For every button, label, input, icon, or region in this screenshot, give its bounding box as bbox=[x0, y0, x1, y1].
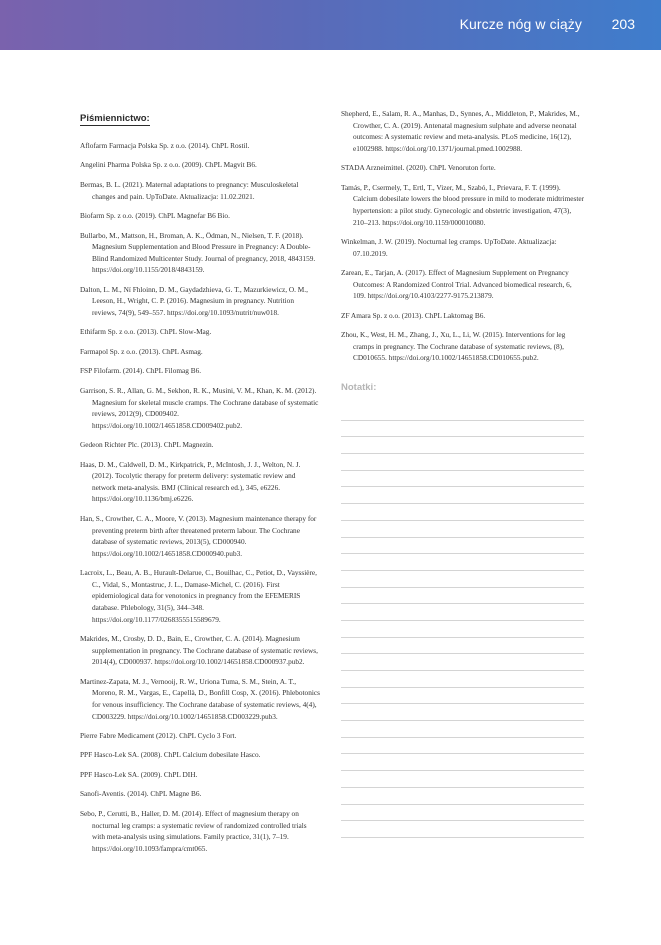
reference-entry: PPF Hasco-Lek SA. (2008). ChPL Calcium dobesilate Hasco. bbox=[80, 750, 261, 760]
note-ruled-line bbox=[341, 821, 584, 838]
notes-heading: Notatki: bbox=[341, 382, 377, 394]
reference-entry: Angelini Pharma Polska Sp. z o.o. (2009). ChPL Magvit B6. bbox=[80, 160, 257, 170]
note-ruled-line bbox=[341, 805, 584, 822]
reference-entry: Dalton, L. M., Ní Fhloinn, D. M., Gaydadzhieva, G. T., Mazurkiewicz, O. M., Leeson, H., Wright, C. P. (2016). Magnesium in pregnancy. Nutrition reviews, 74(9), 549–557. https://doi.org/10.1093/nutrit/nuw018. bbox=[80, 284, 308, 317]
note-ruled-line bbox=[341, 621, 584, 638]
note-ruled-line bbox=[341, 788, 584, 805]
reference-entry: Martinez-Zapata, M. J., Vernooij, R. W., Uriona Tuma, S. M., Stein, A. T., Moreno, R. M., Vargas, E., Capellà, D., Bonfill Cosp, X. (2016). Phlebotonics for venous insufficiency. The Cochrane database of systematic reviews, 4(4), CD003229. https://doi.org/10.1002/14651858.CD003229.pub3. bbox=[80, 676, 320, 721]
reference-entry: Sebo, P., Cerutti, B., Haller, D. M. (2014). Effect of magnesium therapy on nocturnal leg cramps: a systematic review of randomized controlled trials with meta-analysis using simulations. Family practice, 31(1), 7–19. https://doi.org/10.1093/fampra/cmt065. bbox=[80, 808, 307, 853]
note-ruled-line bbox=[341, 421, 584, 438]
note-ruled-line bbox=[341, 554, 584, 571]
reference-entry: Shepherd, E., Salam, R. A., Manhas, D., Synnes, A., Middleton, P., Makrides, M., Crowther, C. A. (2019). Antenatal magnesium sulphate and adverse neonatal outcomes: A systematic review and meta-analysis. PLoS medicine, 16(12), e1002988. https://doi.org/10.1371/journal.pmed.1002988. bbox=[341, 109, 580, 153]
reference-entry: Aflofarm Farmacja Polska Sp. z o.o. (2014). ChPL Rostil. bbox=[80, 141, 250, 150]
reference-entry: Haas, D. M., Caldwell, D. M., Kirkpatrick, P., McIntosh, J. J., Welton, N. J. (2012). Tocolytic therapy for preterm delivery: systematic review and network meta-analysis. BMJ (Clinical research ed.), 345, e6226. https://doi.org/10.1136/bmj.e6226. bbox=[80, 459, 301, 504]
note-ruled-line bbox=[341, 654, 584, 671]
note-ruled-line bbox=[341, 571, 584, 588]
note-ruled-line bbox=[341, 471, 584, 488]
note-ruled-line bbox=[341, 521, 584, 538]
note-ruled-line bbox=[341, 671, 584, 688]
reference-entry: Bermas, B. L. (2021). Maternal adaptations to pregnancy: Musculoskeletal changes and pain. UpToDate. Aktualizacja: 11.02.2021. bbox=[80, 179, 299, 201]
note-ruled-line bbox=[341, 704, 584, 721]
references-list-right bbox=[341, 108, 584, 364]
note-ruled-line bbox=[341, 487, 584, 504]
reference-entry: Ethifarm Sp. z o.o. (2013). ChPL Slow-Mag. bbox=[80, 327, 212, 337]
reference-entry: Tamás, P., Csermely, T., Ertl, T., Vizer, M., Szabó, I., Prievara, F. T. (1999). Calcium dobesilate lowers the blood pressure in mild to moderate midtrimester hypertension: a pilot study. Gynecologic and obstetric investigation, 47(3), 210–213. https://doi.org/10.1159/000010080. bbox=[341, 182, 585, 227]
reference-entry: Sanofi-Aventis. (2014). ChPL Magne B6. bbox=[80, 789, 202, 799]
note-ruled-line bbox=[341, 454, 584, 471]
note-ruled-line bbox=[341, 638, 584, 655]
note-ruled-line bbox=[341, 771, 584, 788]
note-ruled-line bbox=[341, 588, 584, 605]
reference-entry: Lacroix, L., Beau, A. B., Hurault-Delarue, C., Bouilhac, C., Petiot, D., Vayssière, C., Vidal, S., Montastruc, J. L., Damase-Michel, C. (2016). First epidemiological data for venotonics in pregnancy from the EFEMERIS database. Phlebology, 31(5), 344–348. https://doi.org/10.1177/0268355515589679. bbox=[80, 568, 317, 624]
reference-entry: ZF Amara Sp. z o.o. (2013). ChPL Laktomag B6. bbox=[341, 310, 486, 320]
note-ruled-line bbox=[341, 538, 584, 555]
note-ruled-line bbox=[341, 721, 584, 738]
page-number: 203 bbox=[611, 16, 635, 32]
reference-entry: Han, S., Crowther, C. A., Moore, V. (2013). Magnesium maintenance therapy for preventing preterm birth after threatened preterm labour. The Cochrane database of systematic reviews, 2013(5), CD000940. https://doi.org/10.1002/14651858.CD000940.pub3. bbox=[80, 513, 317, 558]
reference-entry: Zhou, K., West, H. M., Zhang, J., Xu, L., Li, W. (2015). Interventions for leg cramps in pregnancy. The Cochrane database of systematic reviews, (8), CD010655. https://doi.org/10.1002/14651858.CD010655.pub2. bbox=[341, 330, 566, 363]
references-list-left bbox=[80, 140, 320, 854]
note-ruled-line bbox=[341, 688, 584, 705]
note-ruled-line bbox=[341, 504, 584, 521]
note-ruled-line bbox=[341, 604, 584, 621]
notes-lines bbox=[341, 404, 584, 838]
note-ruled-line bbox=[341, 754, 584, 771]
references-heading: Piśmiennictwo: bbox=[80, 113, 150, 124]
page-header bbox=[0, 0, 661, 50]
reference-entry: Winkelman, J. W. (2019). Nocturnal leg cramps. UpToDate. Aktualizacja: 07.10.2019. bbox=[341, 237, 557, 258]
reference-entry: Biofarm Sp. z o.o. (2019). ChPL Magnefar B6 Bio. bbox=[80, 211, 230, 221]
reference-entry: Makrides, M., Crosby, D. D., Bain, E., Crowther, C. A. (2014). Magnesium supplementation in pregnancy. The Cochrane database of systematic reviews, 2014(4), CD000937. https://doi.org/10.1002/14651858.CD000937.pub2. bbox=[80, 634, 318, 667]
reference-entry: Bullarbo, M., Mattson, H., Broman, A. K., Ödman, N., Nielsen, T. F. (2018). Magnesium Supplementation and Blood Pressure in Pregnancy: A Double-Blind Randomized Multicenter Study. Journal of pregnancy, 2018, 4843159. https://doi.org/10.1155/2018/4843159. bbox=[80, 230, 316, 275]
reference-entry: PPF Hasco-Lek SA. (2009). ChPL DIH. bbox=[80, 769, 198, 779]
reference-entry: Pierre Fabre Medicament (2012). ChPL Cyclo 3 Fort. bbox=[80, 731, 237, 740]
reference-entry: Garrison, S. R., Allan, G. M., Sekhon, R. K., Musini, V. M., Khan, K. M. (2012). Magnesium for skeletal muscle cramps. The Cochrane database of systematic reviews, 2012(9), CD009402. https://doi.org/10.1002/14651858.CD009402.pub2. bbox=[80, 385, 319, 430]
reference-entry: Farmapol Sp. z o.o. (2013). ChPL Asmag. bbox=[80, 346, 203, 356]
reference-entry: Zarean, E., Tarjan, A. (2017). Effect of Magnesium Supplement on Pregnancy Outcomes: A Randomized Control Trial. Advanced biomedical research, 6, 109. https://doi.org/10.4103/2277-9175.213879. bbox=[341, 268, 572, 301]
running-title: Kurcze nóg w ciąży bbox=[459, 16, 582, 32]
references-left-column bbox=[80, 108, 320, 862]
references-right-column bbox=[341, 108, 584, 838]
note-ruled-line bbox=[341, 437, 584, 454]
note-ruled-line bbox=[341, 738, 584, 755]
reference-entry: Gedeon Richter Plc. (2013). ChPL Magnezin. bbox=[80, 440, 214, 450]
note-ruled-line bbox=[341, 404, 584, 421]
reference-entry: FSP Filofarm. (2014). ChPL Filomag B6. bbox=[80, 366, 202, 376]
reference-entry: STADA Arzneimittel. (2020). ChPL Venoruton forte. bbox=[341, 163, 496, 173]
